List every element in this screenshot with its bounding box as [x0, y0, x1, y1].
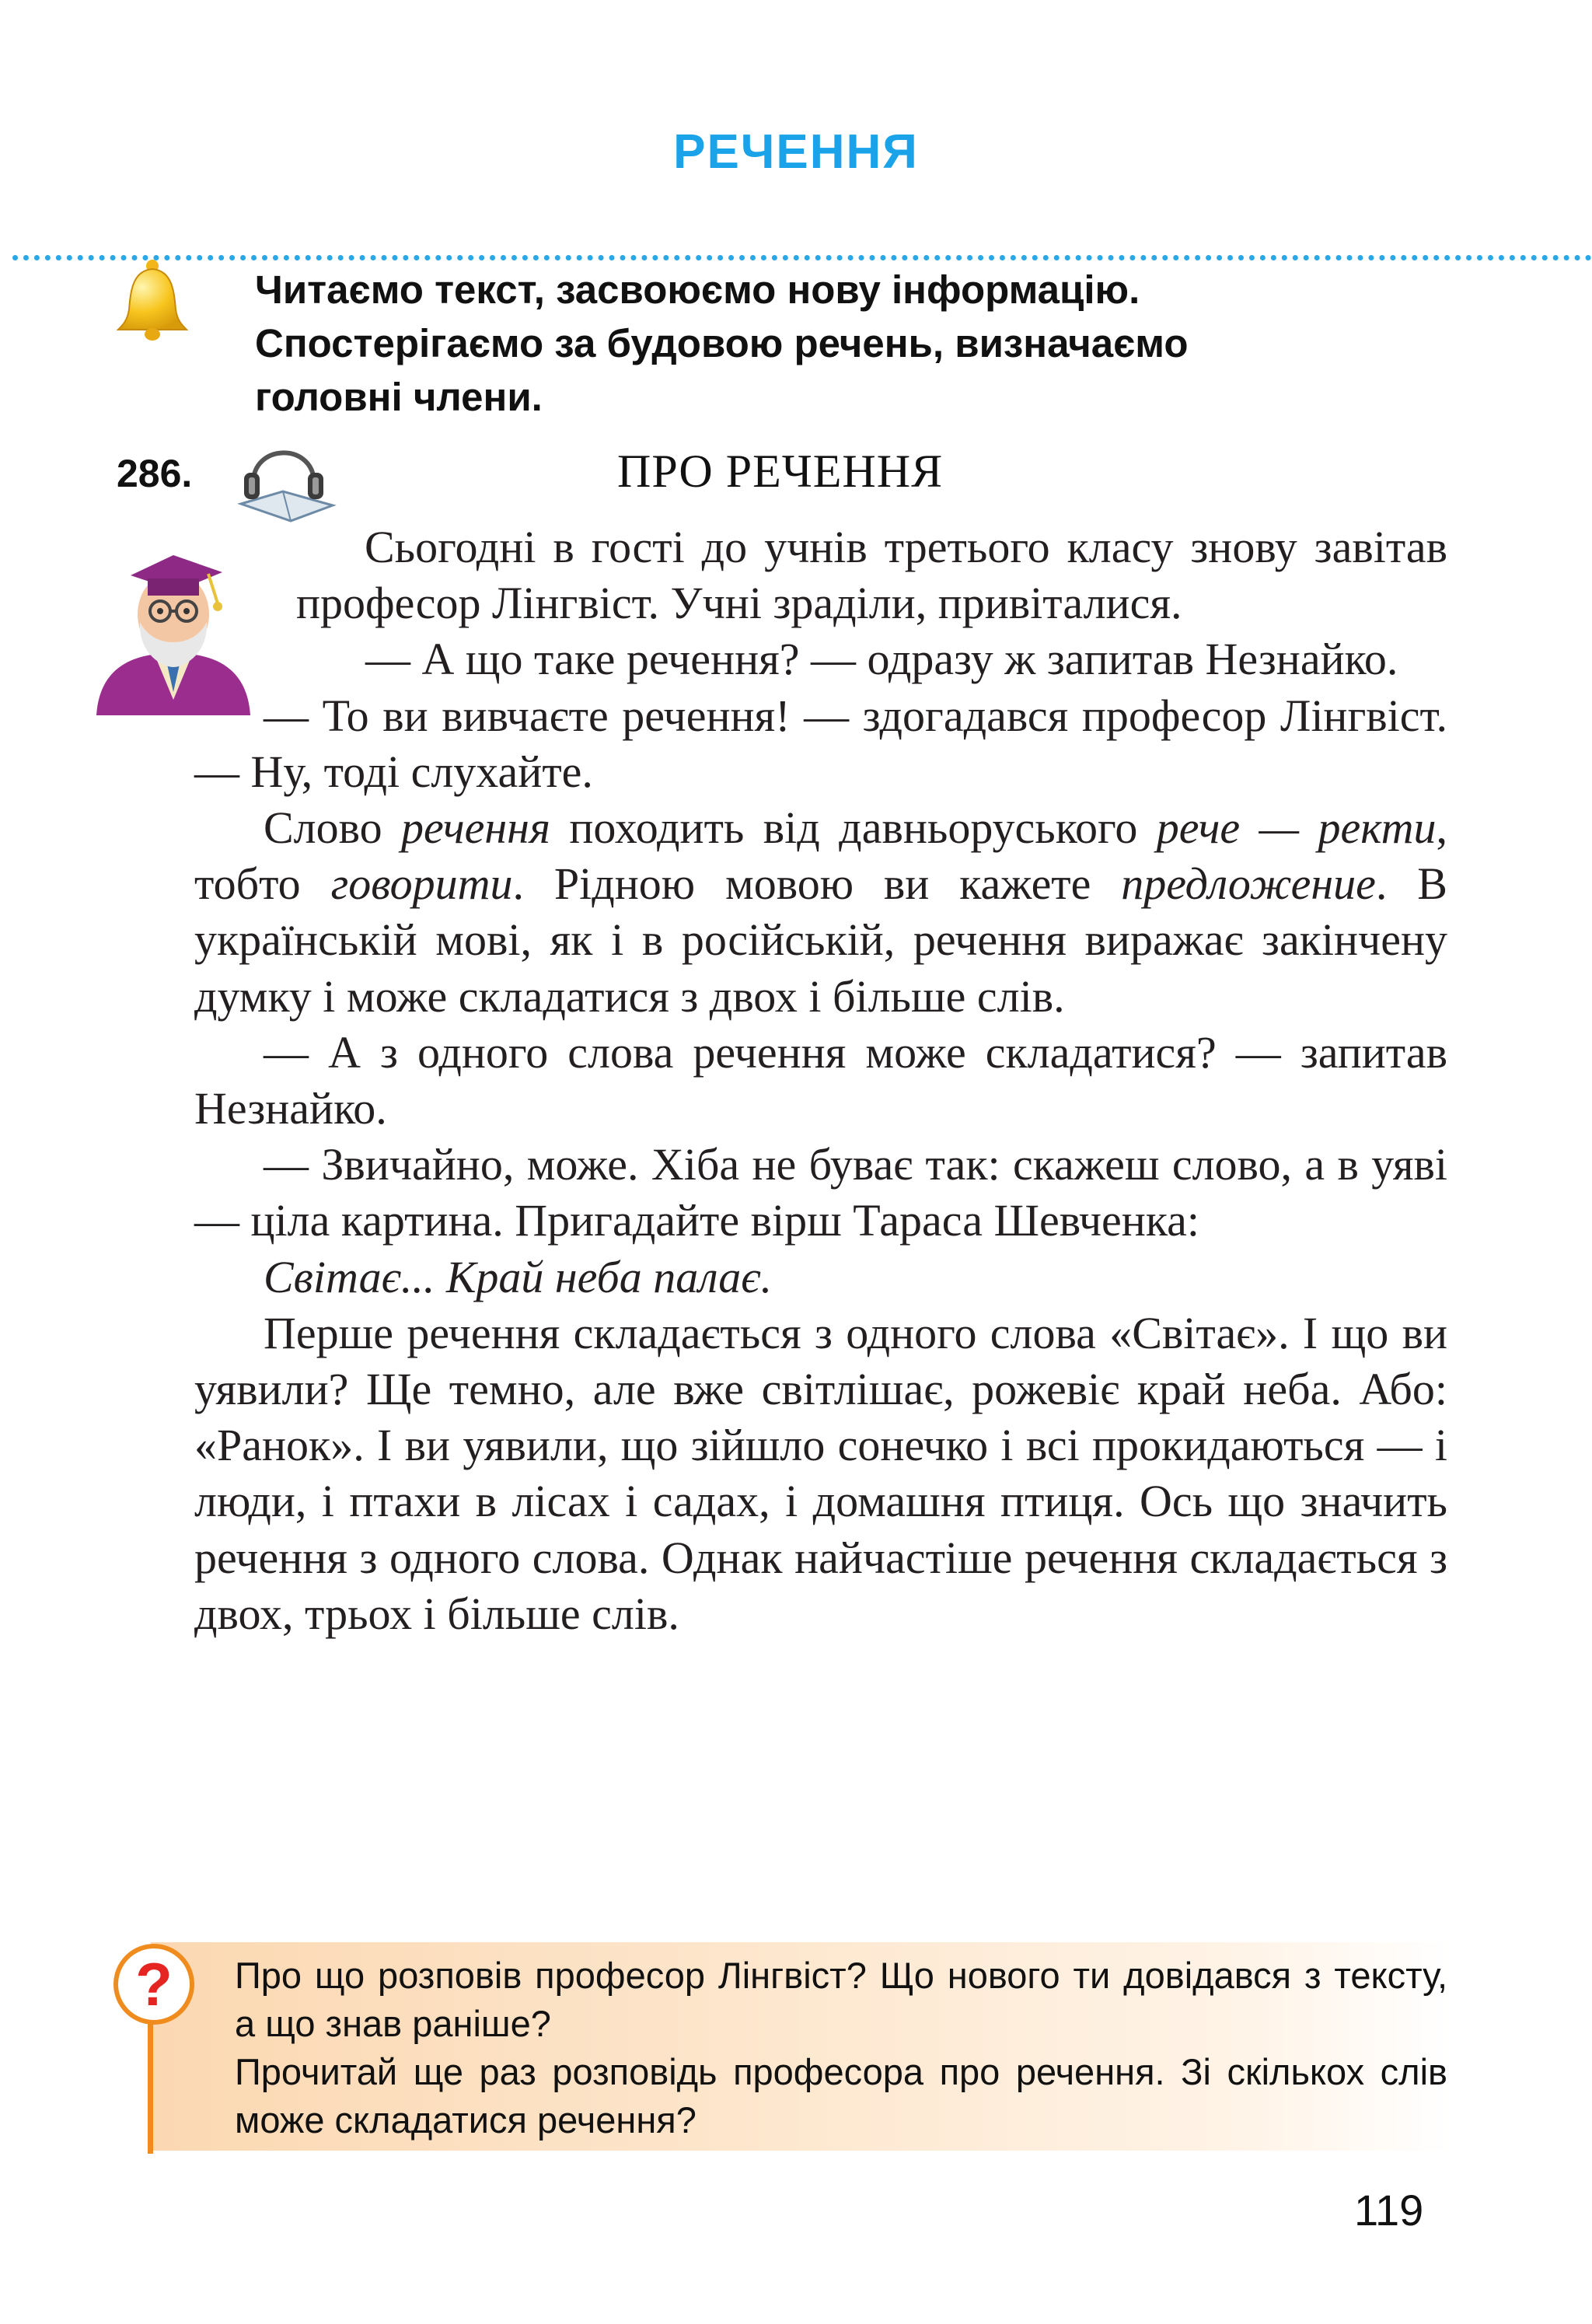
text-run: , тобто: [194, 802, 1447, 910]
section-title: РЕЧЕННЯ: [673, 125, 919, 179]
bell-icon: [117, 258, 188, 344]
text-run: Слово: [264, 802, 402, 854]
question-mark-glyph: ?: [135, 1950, 173, 2018]
intro-instructions: [255, 263, 1499, 424]
intro-line: Спостерігаємо за будовою речень, визначаємо: [255, 321, 1189, 365]
poem-line: Світає... Край неба палає.: [264, 1251, 773, 1302]
page-number: 119: [1354, 2186, 1424, 2235]
text-run: походить від давньоруського: [550, 802, 1157, 854]
italic-term: предложение: [1121, 858, 1376, 910]
story-paragraph: — А з одного слова речення може складатися? — запитав Незнайко.: [194, 1026, 1447, 1134]
question-item: Про що розповів професор Лінгвіст? Що нового ти довідався з тексту, а що знав раніше?: [235, 1955, 1447, 2044]
italic-term: речення: [401, 802, 550, 854]
italic-term: рече — ректи: [1156, 802, 1437, 854]
exercise-number: 286.: [117, 452, 193, 495]
story-paragraph: — Звичайно, може. Хіба не буває так: скажеш слово, а в уяві — ціла картина. Пригадайте вірш Тараса Шевченка:: [194, 1139, 1447, 1246]
intro-line: головні члени.: [255, 375, 543, 419]
question-text: [235, 1952, 1447, 2144]
intro-line: Читаємо текст, засвоюємо нову інформацію.: [255, 267, 1140, 312]
story-title: ПРО РЕЧЕННЯ: [617, 446, 944, 497]
italic-term: говорити: [330, 858, 513, 910]
story-paragraph: Перше речення складається з одного слова «Світає». І що ви уявили? Ще темно, але вже світлішає, рожевіє край неба. Або: «Ранок». І ви уявили, що зійшло сонечко і всі прокидаються — і люди, і птахи в лісах і садах, і домашня птиця. Ось що значить речення з одного слова. Однак найчастіше речення складається з двох, трьох і більше слів.: [194, 1307, 1447, 1639]
story-paragraph: — То ви вивчаєте речення! — здогадався професор Лінгвіст. — Ну, тоді слухайте.: [194, 690, 1447, 797]
dotted-divider: [12, 255, 1592, 260]
headphones-book-icon: [233, 429, 342, 530]
story-paragraph: — А що таке речення? — одразу ж запитав Незнайко.: [365, 634, 1398, 685]
story-paragraph: [194, 800, 1447, 1025]
question-item: Прочитай ще раз розповідь професора про речення. Зі скількох слів може складатися речення?: [235, 2051, 1447, 2141]
story-text: [194, 519, 1447, 1642]
story-paragraph: Сьогодні в гості до учнів третього класу знову завітав професор Лінгвіст. Учні зраділи, привіталися.: [296, 522, 1447, 629]
text-run: . Рідною мовою ви кажете: [512, 858, 1122, 910]
text-run: . В українській мові, як і в російській, речення виражає закінчену думку і може складатися з двох і більше слів.: [194, 858, 1447, 1022]
